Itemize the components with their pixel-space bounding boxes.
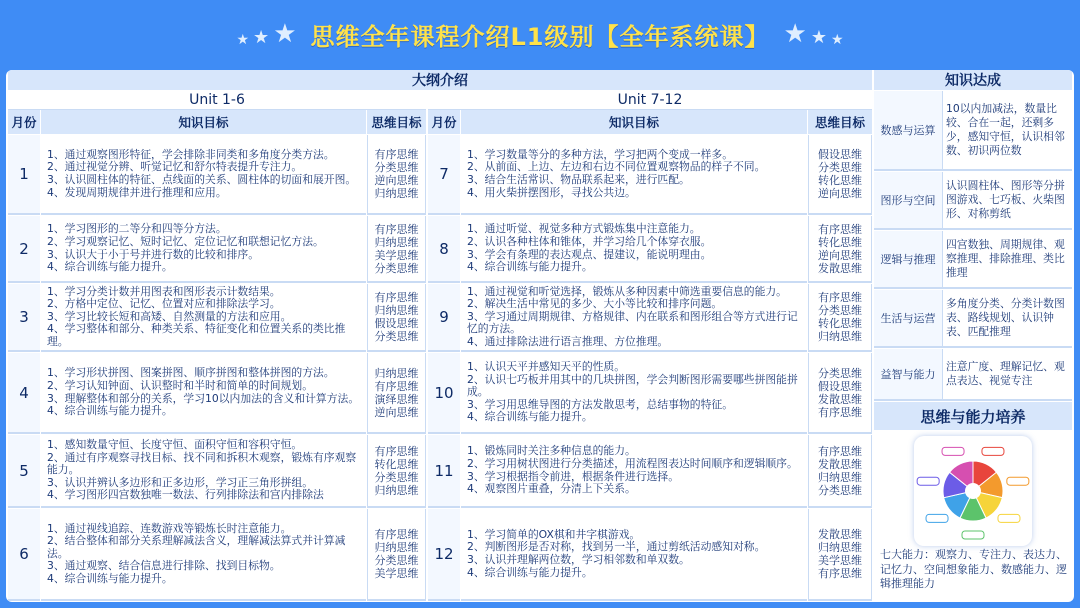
star-icon: ★ <box>830 32 844 48</box>
outline-title: 大纲介绍 <box>8 70 872 90</box>
unit-left-header: Unit 1-6 <box>8 91 426 110</box>
thinking-item: 有序思维 <box>818 291 862 304</box>
thinking-item: 归纳思维 <box>818 330 862 343</box>
thinking-item: 逆向思维 <box>374 174 419 187</box>
outline-table <box>8 70 872 602</box>
knowledge-item: 2、从前面、上边、左边和右边不同位置观察物品的样子不同。 <box>467 160 766 174</box>
knowledge-item: 3、通过观察、结合信息进行排除、找到目标物。 <box>47 559 281 573</box>
thinking-item: 逆向思维 <box>818 187 862 200</box>
star-icon: ★ <box>236 32 250 48</box>
thinking-item: 分类思维 <box>374 161 419 174</box>
achievement-category: 图形与空间 <box>874 172 943 228</box>
knowledge-item: 3、学习比较长短和高矮、自然测量的方法和应用。 <box>47 309 292 323</box>
knowledge-cell <box>41 353 366 434</box>
knowledge-item: 2、认识各种柱体和锥体，并学习给几个体穿衣服。 <box>467 234 712 248</box>
month-cell: 10 <box>428 353 460 434</box>
thinking-cell <box>808 284 872 352</box>
knowledge-item: 1、学习分类计数并用图表和图形表示计数结果。 <box>47 284 281 298</box>
month-cell: 12 <box>428 509 460 601</box>
thinking-cell <box>808 435 872 508</box>
wheel-center <box>965 483 981 499</box>
knowledge-item: 1、通过视线追踪、连数游戏等锻炼长时注意能力。 <box>47 521 292 535</box>
thinking-item: 分类思维 <box>818 366 862 380</box>
knowledge-cell <box>461 435 807 508</box>
thinking-item: 归纳思维 <box>374 187 419 200</box>
unit-right-header: Unit 7-12 <box>428 91 872 110</box>
col-knowledge-left: 知识目标 <box>41 110 366 134</box>
thinking-item: 有序思维 <box>374 148 419 161</box>
knowledge-item: 2、学习认知钟面、认识整时和半时和简单的时间规划。 <box>47 378 313 392</box>
knowledge-item: 4、学习图形四宫数独唯一数法、行列排除法和宫内排除法 <box>47 488 324 502</box>
thinking-item: 假设思维 <box>374 317 419 330</box>
thinking-item: 分类思维 <box>374 470 419 484</box>
thinking-cell <box>367 353 426 434</box>
thinking-cell <box>367 216 426 283</box>
thinking-item: 归纳思维 <box>374 235 419 249</box>
knowledge-item: 3、学会有条理的表达观点、提建议，能说明理由。 <box>467 247 712 261</box>
knowledge-cell <box>41 435 366 508</box>
achievement-title: 知识达成 <box>874 70 1072 90</box>
ability-diagram <box>914 436 1032 546</box>
knowledge-item: 2、学习用树状图进行分类描述，用流程图表达时间顺序和逻辑顺序。 <box>467 456 798 470</box>
achievement-category: 生活与运营 <box>874 290 943 346</box>
achievement-row <box>874 349 1072 401</box>
achievement-row <box>874 231 1072 289</box>
knowledge-item: 3、学习通过周期规律、方格规律、内在联系和图形组合等方式进行记忆的方法。 <box>467 309 798 336</box>
thinking-item: 有序思维 <box>374 444 419 458</box>
star-icon: ★ <box>810 27 827 48</box>
col-thinking-left: 思维目标 <box>367 110 426 134</box>
knowledge-item: 4、综合训练与能力提升。 <box>467 410 593 424</box>
thinking-item: 发散思维 <box>818 528 862 541</box>
knowledge-item: 1、感知数量守恒、长度守恒、面积守恒和容积守恒。 <box>47 438 303 452</box>
thinking-cell <box>367 435 426 508</box>
achievement-desc: 认识圆柱体、图形等分拼图游戏、七巧板、火柴图形、对称剪纸 <box>946 179 1065 220</box>
month-cell: 5 <box>8 435 40 508</box>
knowledge-cell <box>41 284 366 352</box>
achievement-row <box>874 290 1072 348</box>
month-cell: 1 <box>8 135 40 215</box>
thinking-item: 转化思维 <box>374 457 419 471</box>
knowledge-item: 2、结合整体和部分关系理解减法含义，理解减法算式并计算减法。 <box>47 534 346 560</box>
knowledge-cell <box>41 135 366 215</box>
thinking-item: 分类思维 <box>374 330 419 343</box>
col-month-right: 月份 <box>428 110 460 134</box>
thinking-item: 转化思维 <box>818 317 862 330</box>
knowledge-item: 3、认识圆柱体的特征、点线面的关系、圆柱体的切面和展开图。 <box>47 173 357 186</box>
col-month-left: 月份 <box>8 110 40 134</box>
content-panel <box>6 70 1074 602</box>
thinking-cell <box>367 509 426 601</box>
knowledge-cell <box>461 509 807 601</box>
knowledge-item: 3、学习根据指令前进，根据条件进行选择。 <box>467 469 680 483</box>
thinking-item: 有序思维 <box>818 567 862 580</box>
page-title: 思维全年课程介绍L1级别【全年系统课】 <box>310 22 770 51</box>
thinking-item: 归纳思维 <box>818 541 862 554</box>
knowledge-item: 2、学习观察记忆、短时记忆、定位记忆和联想记忆方法。 <box>47 234 324 248</box>
month-cell: 8 <box>428 216 460 283</box>
knowledge-item: 1、通过听觉、视觉多种方式锻炼集中注意能力。 <box>467 222 701 236</box>
knowledge-item: 4、综合训练与能力提升。 <box>47 571 173 585</box>
thinking-cell <box>808 135 872 215</box>
achievement-desc: 四宫数独、周期规律、观察推理、排除推理、类比推理 <box>946 238 1065 279</box>
knowledge-item: 4、学习整体和部分、种类关系、特征变化和位置关系的类比推理。 <box>47 322 346 348</box>
thinking-item: 有序思维 <box>818 222 862 236</box>
knowledge-item: 4、通过排除法进行语言推理、方位推理。 <box>467 334 669 348</box>
achievement-desc: 注意广度、理解记忆、观点表达、视觉专注 <box>946 360 1065 387</box>
month-cell: 3 <box>8 284 40 352</box>
title-banner <box>0 0 1080 68</box>
month-cell: 2 <box>8 216 40 283</box>
thinking-cell <box>808 216 872 283</box>
knowledge-item: 4、用火柴拼摆图形，寻找公共边。 <box>467 185 636 199</box>
thinking-item: 归纳思维 <box>374 366 419 380</box>
knowledge-item: 2、判断图形是否对称，找到另一半，通过剪纸活动感知对称。 <box>467 540 766 554</box>
knowledge-item: 3、结合生活常识、物品联系起来，进行匹配。 <box>467 173 690 186</box>
knowledge-item: 2、通过视觉分辨、听觉记忆和舒尔特表提升专注力。 <box>47 160 303 174</box>
achievement-desc: 10以内加减法，数量比较、合在一起，还剩多少，感知守恒，认识相邻数、初识两位数 <box>946 102 1065 157</box>
star-icon: ★ <box>783 19 807 49</box>
knowledge-item: 2、解决生活中常见的多少、大小等比较和排序问题。 <box>467 297 723 311</box>
knowledge-item: 3、认识并理解两位数，学习相邻数和单双数。 <box>467 553 690 566</box>
thinking-item: 转化思维 <box>818 174 862 187</box>
knowledge-item: 1、锻炼同时关注多种信息的能力。 <box>467 444 636 458</box>
thinking-item: 美学思维 <box>374 248 419 262</box>
thinking-item: 发散思维 <box>818 392 862 406</box>
ability-title: 思维与能力培养 <box>874 402 1072 430</box>
knowledge-item: 1、学习数量等分的多种方法，学习把两个变成一样多。 <box>467 147 733 161</box>
knowledge-item: 1、通过视觉和听觉选择，锻炼从多种因素中筛选重要信息的能力。 <box>467 284 787 298</box>
knowledge-item: 3、学习用思维导图的方法发散思考，总结事物的特征。 <box>467 397 733 411</box>
knowledge-item: 4、综合训练与能力提升。 <box>467 260 593 274</box>
knowledge-cell <box>41 216 366 283</box>
thinking-cell <box>808 353 872 434</box>
thinking-item: 有序思维 <box>818 405 862 419</box>
knowledge-item: 3、认识大于小于号并进行数的比较和排序。 <box>47 247 260 261</box>
star-icon: ★ <box>253 27 270 48</box>
knowledge-item: 1、学习简单的OX棋和井字棋游戏。 <box>467 527 641 541</box>
achievement-row <box>874 172 1072 230</box>
knowledge-item: 4、综合训练与能力提升。 <box>47 260 173 274</box>
thinking-item: 演绎思维 <box>374 392 419 406</box>
thinking-item: 分类思维 <box>818 483 862 497</box>
knowledge-cell <box>461 284 807 352</box>
achievement-panel <box>874 70 1072 602</box>
thinking-item: 转化思维 <box>818 235 862 249</box>
star-icon: ★ <box>273 19 297 49</box>
wheel-label-box <box>926 514 948 522</box>
knowledge-item: 1、通过观察图形特征，学会排除非同类和多角度分类方法。 <box>47 147 335 161</box>
month-cell: 7 <box>428 135 460 215</box>
thinking-item: 逆向思维 <box>374 405 419 419</box>
thinking-item: 假设思维 <box>818 379 862 393</box>
knowledge-cell <box>461 353 807 434</box>
knowledge-item: 4、综合训练与能力提升。 <box>47 404 173 418</box>
month-cell: 11 <box>428 435 460 508</box>
thinking-item: 有序思维 <box>374 291 419 304</box>
knowledge-item: 1、学习形状拼图、图案拼图、顺序拼图和整体拼图的方法。 <box>47 366 335 380</box>
knowledge-item: 2、通过有序观察寻找目标、找不同和拆积木观察，锻炼有序观察能力。 <box>47 450 357 477</box>
knowledge-cell <box>461 135 807 215</box>
achievement-row <box>874 91 1072 171</box>
thinking-cell <box>367 284 426 352</box>
knowledge-item: 2、方格中定位、记忆、位置对应和排除法学习。 <box>47 297 281 311</box>
knowledge-item: 3、认识并辨认多边形和正多边形，学习正三角形拼组。 <box>47 475 313 489</box>
achievement-category: 益智与能力 <box>874 349 943 399</box>
thinking-item: 假设思维 <box>818 148 862 161</box>
stars-left <box>236 21 296 47</box>
thinking-item: 分类思维 <box>374 554 419 567</box>
knowledge-item: 1、认识天平并感知天平的性质。 <box>467 360 626 374</box>
thinking-item: 美学思维 <box>374 567 419 580</box>
knowledge-item: 3、理解整体和部分的关系，学习10以内加法的含义和计算方法。 <box>47 391 360 405</box>
knowledge-item: 2、认识七巧板并用其中的几块拼图，学会判断图形需要哪些拼图能拼成。 <box>467 372 798 399</box>
ability-caption: 七大能力：观察力、专注力、表达力、记忆力、空间想象能力、数感能力、逻辑推理能力 <box>880 548 1067 590</box>
thinking-item: 有序思维 <box>374 379 419 393</box>
thinking-item: 有序思维 <box>374 222 419 236</box>
knowledge-item: 4、发现周期规律并进行推理和应用。 <box>47 185 227 199</box>
thinking-item: 逆向思维 <box>818 248 862 262</box>
thinking-item: 归纳思维 <box>818 470 862 484</box>
thinking-item: 有序思维 <box>818 444 862 458</box>
achievement-desc: 多角度分类、分类计数图表、路线规划、认识钟表、匹配推理 <box>946 297 1065 338</box>
stars-right <box>784 21 844 47</box>
achievement-category: 数感与运算 <box>874 91 943 169</box>
wheel-label-box <box>998 514 1020 522</box>
thinking-item: 归纳思维 <box>374 483 419 497</box>
thinking-item: 发散思维 <box>818 261 862 275</box>
thinking-item: 有序思维 <box>374 528 419 541</box>
ability-wheel-graphic <box>914 436 1032 546</box>
thinking-item: 分类思维 <box>374 261 419 275</box>
knowledge-cell <box>41 509 366 601</box>
knowledge-cell <box>461 216 807 283</box>
month-cell: 9 <box>428 284 460 352</box>
col-knowledge-right: 知识目标 <box>461 110 807 134</box>
knowledge-item: 4、综合训练与能力提升。 <box>467 565 593 579</box>
knowledge-item: 4、观察图片重叠，分清上下关系。 <box>467 482 636 496</box>
achievement-category: 逻辑与推理 <box>874 231 943 287</box>
thinking-item: 发散思维 <box>818 457 862 471</box>
month-cell: 4 <box>8 353 40 434</box>
wheel-label-box <box>1007 477 1029 485</box>
thinking-cell <box>808 509 872 601</box>
wheel-label-box <box>982 447 1004 455</box>
wheel-label-box <box>962 531 984 539</box>
thinking-cell <box>367 135 426 215</box>
wheel-label-box <box>917 477 939 485</box>
knowledge-item: 1、学习图形的二等分和四等分方法。 <box>47 222 227 236</box>
thinking-item: 分类思维 <box>818 304 862 317</box>
thinking-item: 归纳思维 <box>374 541 419 554</box>
thinking-item: 分类思维 <box>818 161 862 174</box>
month-cell: 6 <box>8 509 40 601</box>
thinking-item: 归纳思维 <box>374 304 419 317</box>
thinking-item: 美学思维 <box>818 554 862 567</box>
col-thinking-right: 思维目标 <box>808 110 872 134</box>
wheel-label-box <box>942 447 964 455</box>
